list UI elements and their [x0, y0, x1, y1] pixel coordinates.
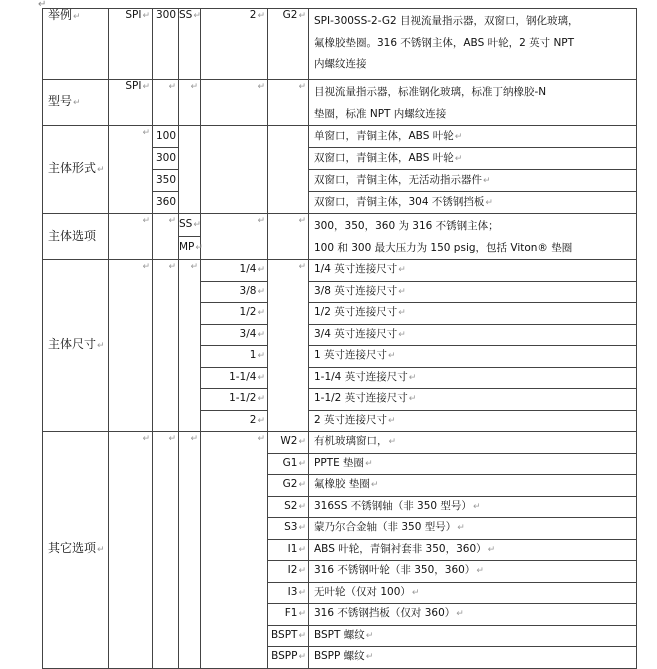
other-option-code: I2↵ [268, 561, 309, 583]
body-type-code: 100 [153, 126, 179, 148]
body-size-desc: 1-1/2 英寸连接尺寸↵ [309, 389, 637, 411]
other-option-desc: 有机玻璃窗口，↵ [309, 432, 637, 454]
model-description: 目视流量指示器，标准钢化玻璃，标准丁纳橡胶-N 垫圈，标准 NPT 内螺纹连接 [309, 80, 637, 126]
body-type-desc: 双窗口，青铜主体，无活动指示器件↵ [309, 170, 637, 192]
body-option-empty-1: ↵ [109, 214, 153, 260]
other-option-desc: 316 不锈钢叶轮（非 350，360）↵ [309, 561, 637, 583]
body-size-desc: 3/4 英寸连接尺寸↵ [309, 324, 637, 346]
model-empty-1: ↵ [153, 80, 179, 126]
body-size-code: 1-1/4↵ [201, 367, 268, 389]
body-option-code: MP↵ [179, 237, 201, 260]
other-option-code: BSPT↵ [268, 625, 309, 647]
other-option-code: I3↵ [268, 582, 309, 604]
body-type-code: 360 [153, 192, 179, 214]
other-option-row [43, 432, 637, 454]
other-option-desc: ABS 叶轮，青铜衬套非 350，360）↵ [309, 539, 637, 561]
example-option-code: G2↵ [268, 9, 309, 80]
body-size-desc: 3/8 英寸连接尺寸↵ [309, 281, 637, 303]
other-option-empty-3: ↵ [179, 432, 201, 669]
spec-table [42, 8, 637, 669]
other-option-code: G2↵ [268, 475, 309, 497]
body-size-desc: 2 英寸连接尺寸↵ [309, 410, 637, 432]
body-type-desc: 双窗口，青铜主体，304 不锈钢挡板↵ [309, 192, 637, 214]
other-option-empty-4: ↵ [201, 432, 268, 669]
body-type-code: 350 [153, 170, 179, 192]
other-option-code: S3↵ [268, 518, 309, 540]
body-size-label: 主体尺寸↵ [43, 260, 109, 432]
model-empty-3: ↵ [201, 80, 268, 126]
body-size-empty-2: ↵ [153, 260, 179, 432]
other-option-code: S2↵ [268, 496, 309, 518]
other-option-code: BSPP↵ [268, 647, 309, 669]
model-empty-2: ↵ [179, 80, 201, 126]
other-option-code: I1↵ [268, 539, 309, 561]
body-size-row [43, 260, 637, 282]
body-size-desc: 1/2 英寸连接尺寸↵ [309, 303, 637, 325]
example-size-code: 2↵ [201, 9, 268, 80]
other-option-desc: 无叶轮（仅对 100）↵ [309, 582, 637, 604]
example-row [43, 9, 637, 80]
body-size-empty-3: ↵ [179, 260, 201, 432]
body-size-code: 3/8↵ [201, 281, 268, 303]
other-option-desc: BSPT 螺纹↵ [309, 625, 637, 647]
example-description: SPI-300SS-2-G2 目视流量指示器，双窗口，钢化玻璃， 氟橡胶垫圈。316 不锈钢主体，ABS 叶轮，2 英寸 NPT 内螺纹连接 [309, 9, 637, 80]
body-type-label: 主体形式↵ [43, 126, 109, 214]
body-option-description: 300，350，360 为 316 不锈钢主体； 100 和 300 最大压力为 150 psig，包括 Viton® 垫圈 [309, 214, 637, 260]
body-size-code: 1/2↵ [201, 303, 268, 325]
model-series-code: SPI↵ [109, 80, 153, 126]
body-size-desc: 1-1/4 英寸连接尺寸↵ [309, 367, 637, 389]
body-option-label: 主体选项 [43, 214, 109, 260]
example-series-code: SPI↵ [109, 9, 153, 80]
other-option-desc: 氟橡胶 垫圈↵ [309, 475, 637, 497]
body-option-empty-2: ↵ [153, 214, 179, 260]
other-option-desc: 蒙乃尔合金轴（非 350 型号）↵ [309, 518, 637, 540]
model-empty-4: ↵ [268, 80, 309, 126]
other-option-empty-2: ↵ [153, 432, 179, 669]
other-option-desc: 316 不锈钢挡板（仅对 360）↵ [309, 604, 637, 626]
body-type-empty-3 [201, 126, 268, 214]
body-option-row [43, 214, 637, 237]
paragraph-mark: ↵ [38, 0, 47, 10]
body-size-desc: 1/4 英寸连接尺寸↵ [309, 260, 637, 282]
other-option-code: W2↵ [268, 432, 309, 454]
body-size-code: 1↵ [201, 346, 268, 368]
body-size-desc: 1 英寸连接尺寸↵ [309, 346, 637, 368]
body-type-empty-1: ↵ [109, 126, 153, 214]
body-size-code: 1/4↵ [201, 260, 268, 282]
body-size-empty-1: ↵ [109, 260, 153, 432]
other-option-code: F1↵ [268, 604, 309, 626]
other-option-desc: 316SS 不锈钢轴（非 350 型号）↵ [309, 496, 637, 518]
example-label: 举例↵ [43, 9, 109, 80]
example-type-code: 300 [153, 9, 179, 80]
other-option-label: 其它选项↵ [43, 432, 109, 669]
example-material-code: SS↵ [179, 9, 201, 80]
body-type-empty-2 [179, 126, 201, 214]
model-row [43, 80, 637, 126]
other-option-desc: BSPP 螺纹↵ [309, 647, 637, 669]
body-type-desc: 单窗口，青铜主体，ABS 叶轮↵ [309, 126, 637, 148]
body-type-empty-4 [268, 126, 309, 214]
other-option-desc: PPTE 垫圈↵ [309, 453, 637, 475]
other-option-code: G1↵ [268, 453, 309, 475]
body-type-code: 300 [153, 148, 179, 170]
body-option-empty-3: ↵ [201, 214, 268, 260]
other-option-empty-1: ↵ [109, 432, 153, 669]
body-option-code: SS↵ [179, 214, 201, 237]
body-type-row [43, 126, 637, 148]
body-type-desc: 双窗口，青铜主体，ABS 叶轮↵ [309, 148, 637, 170]
body-size-code: 2↵ [201, 410, 268, 432]
body-size-empty-4: ↵ [268, 260, 309, 432]
body-option-empty-4: ↵ [268, 214, 309, 260]
body-size-code: 1-1/2↵ [201, 389, 268, 411]
body-size-code: 3/4↵ [201, 324, 268, 346]
model-label: 型号↵ [43, 80, 109, 126]
